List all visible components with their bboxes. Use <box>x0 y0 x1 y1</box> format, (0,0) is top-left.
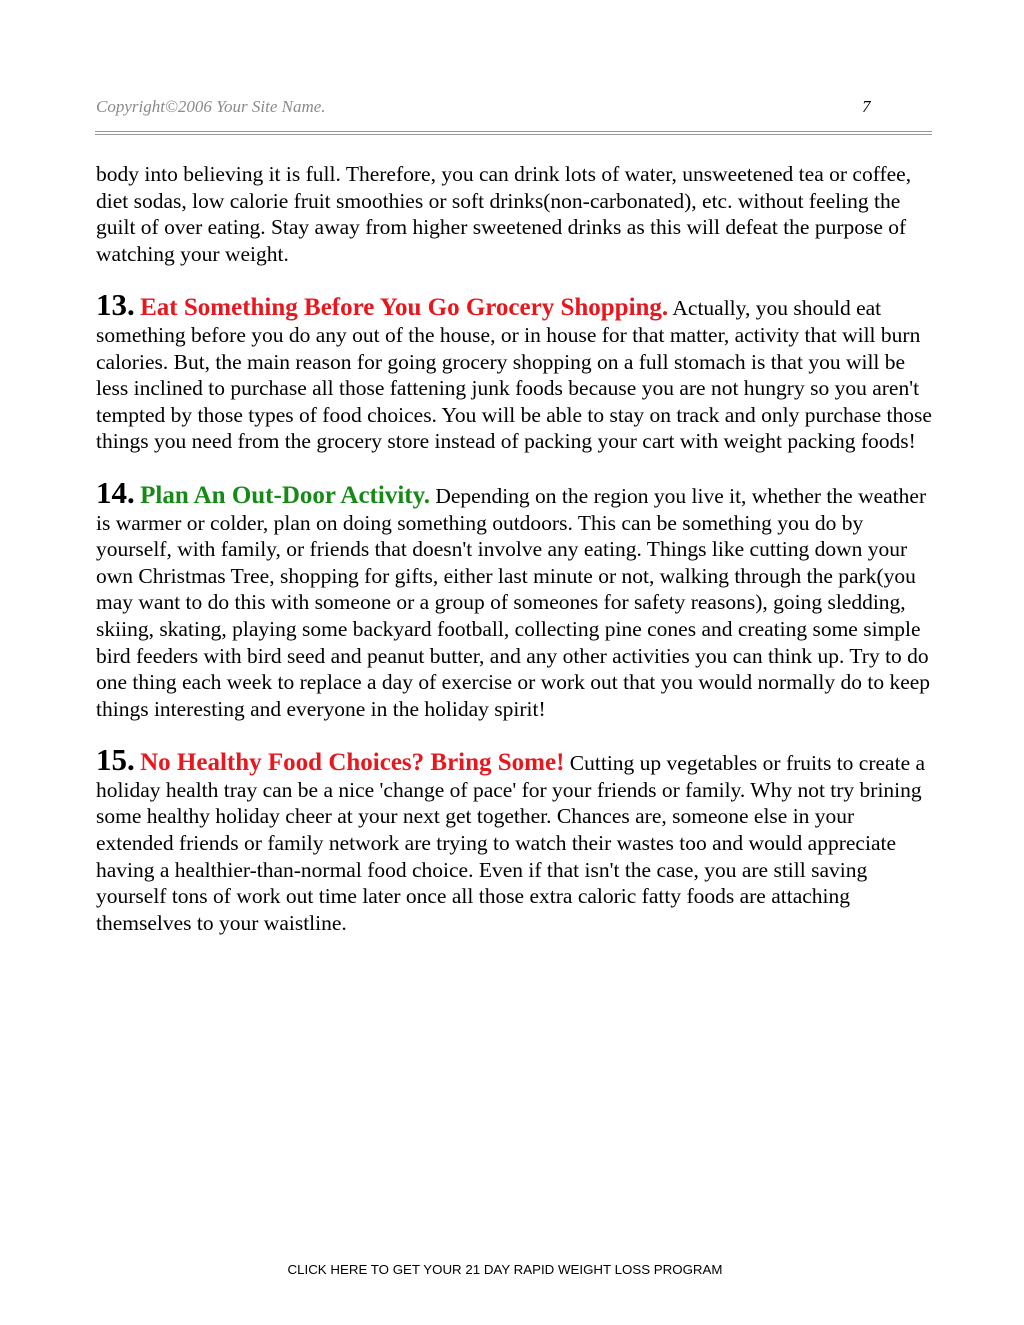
weight-loss-program-link[interactable]: CLICK HERE TO GET YOUR 21 DAY RAPID WEIGHT LOSS PROGRAM <box>287 1262 723 1277</box>
document-body <box>96 161 936 961</box>
tip-title: Eat Something Before You Go Grocery Shopping. <box>140 294 669 322</box>
tip-body: Depending on the region you live it, whether the weather is warmer or colder, plan on doing something outdoors. This can be something you do by yourself, with family, or friends that doesn't involve any eating. Things like cutting down your own Christmas Tree, shopping for gifts, either last minute or not, walking through the park(you may want to do this with someone or a group of someones for safety reasons), going sledding, skiing, skating, playing some backyard football, collecting pine cones and creating some simple bird feeders with bird seed and peanut butter, and any other activities you can think up. Try to do one thing each week to replace a day of exercise or work out that you would normally do to keep things interesting and everyone in the holiday spirit! <box>96 483 931 721</box>
page-number: 7 <box>862 97 871 116</box>
tip-14 <box>96 474 936 722</box>
tip-title: Plan An Out-Door Activity. <box>140 481 430 509</box>
tip-number: 15. <box>96 742 135 778</box>
intro-paragraph: body into believing it is full. Therefore, you can drink lots of water, unsweetened tea or coffee, diet sodas, low calorie fruit smoothies or soft drinks(non-carbonated), etc. without feeling the guilt of over eating. Stay away from higher sweetened drinks as this will defeat the purpose of watching your weight. <box>96 162 912 266</box>
tip-number: 13. <box>96 287 135 323</box>
tip-body: Actually, you should eat something before you do any out of the house, or in house for that matter, activity that will burn calories. But, the main reason for going grocery shopping on a full stomach is that you will be less inclined to purchase all those fattening junk foods because you are not hungry so you aren't tempted by those types of food choices. You will be able to stay on track and only purchase those things you need from the grocery store instead of packing your cart with weight packing foods! <box>96 296 932 454</box>
tip-15 <box>96 742 936 936</box>
tip-body: Cutting up vegetables or fruits to create a holiday health tray can be a nice 'change of pace' for your friends or family. Why not try brining some healthy holiday cheer at your next get together. Chances are, someone else in your extended friends or family network are trying to watch their wastes too and would appreciate having a healthier-than-normal food choice. Even if that isn't the case, you are still saving yourself tons of work out time later once all those extra caloric fatty foods are attaching themselves to your waistline. <box>96 751 926 935</box>
header-copyright: Copyright©2006 Your Site Name. <box>96 97 326 116</box>
tip-number: 14. <box>96 474 135 510</box>
header-divider <box>95 131 932 135</box>
tip-title: No Healthy Food Choices? Bring Some! <box>140 749 565 777</box>
tip-13 <box>96 287 936 455</box>
